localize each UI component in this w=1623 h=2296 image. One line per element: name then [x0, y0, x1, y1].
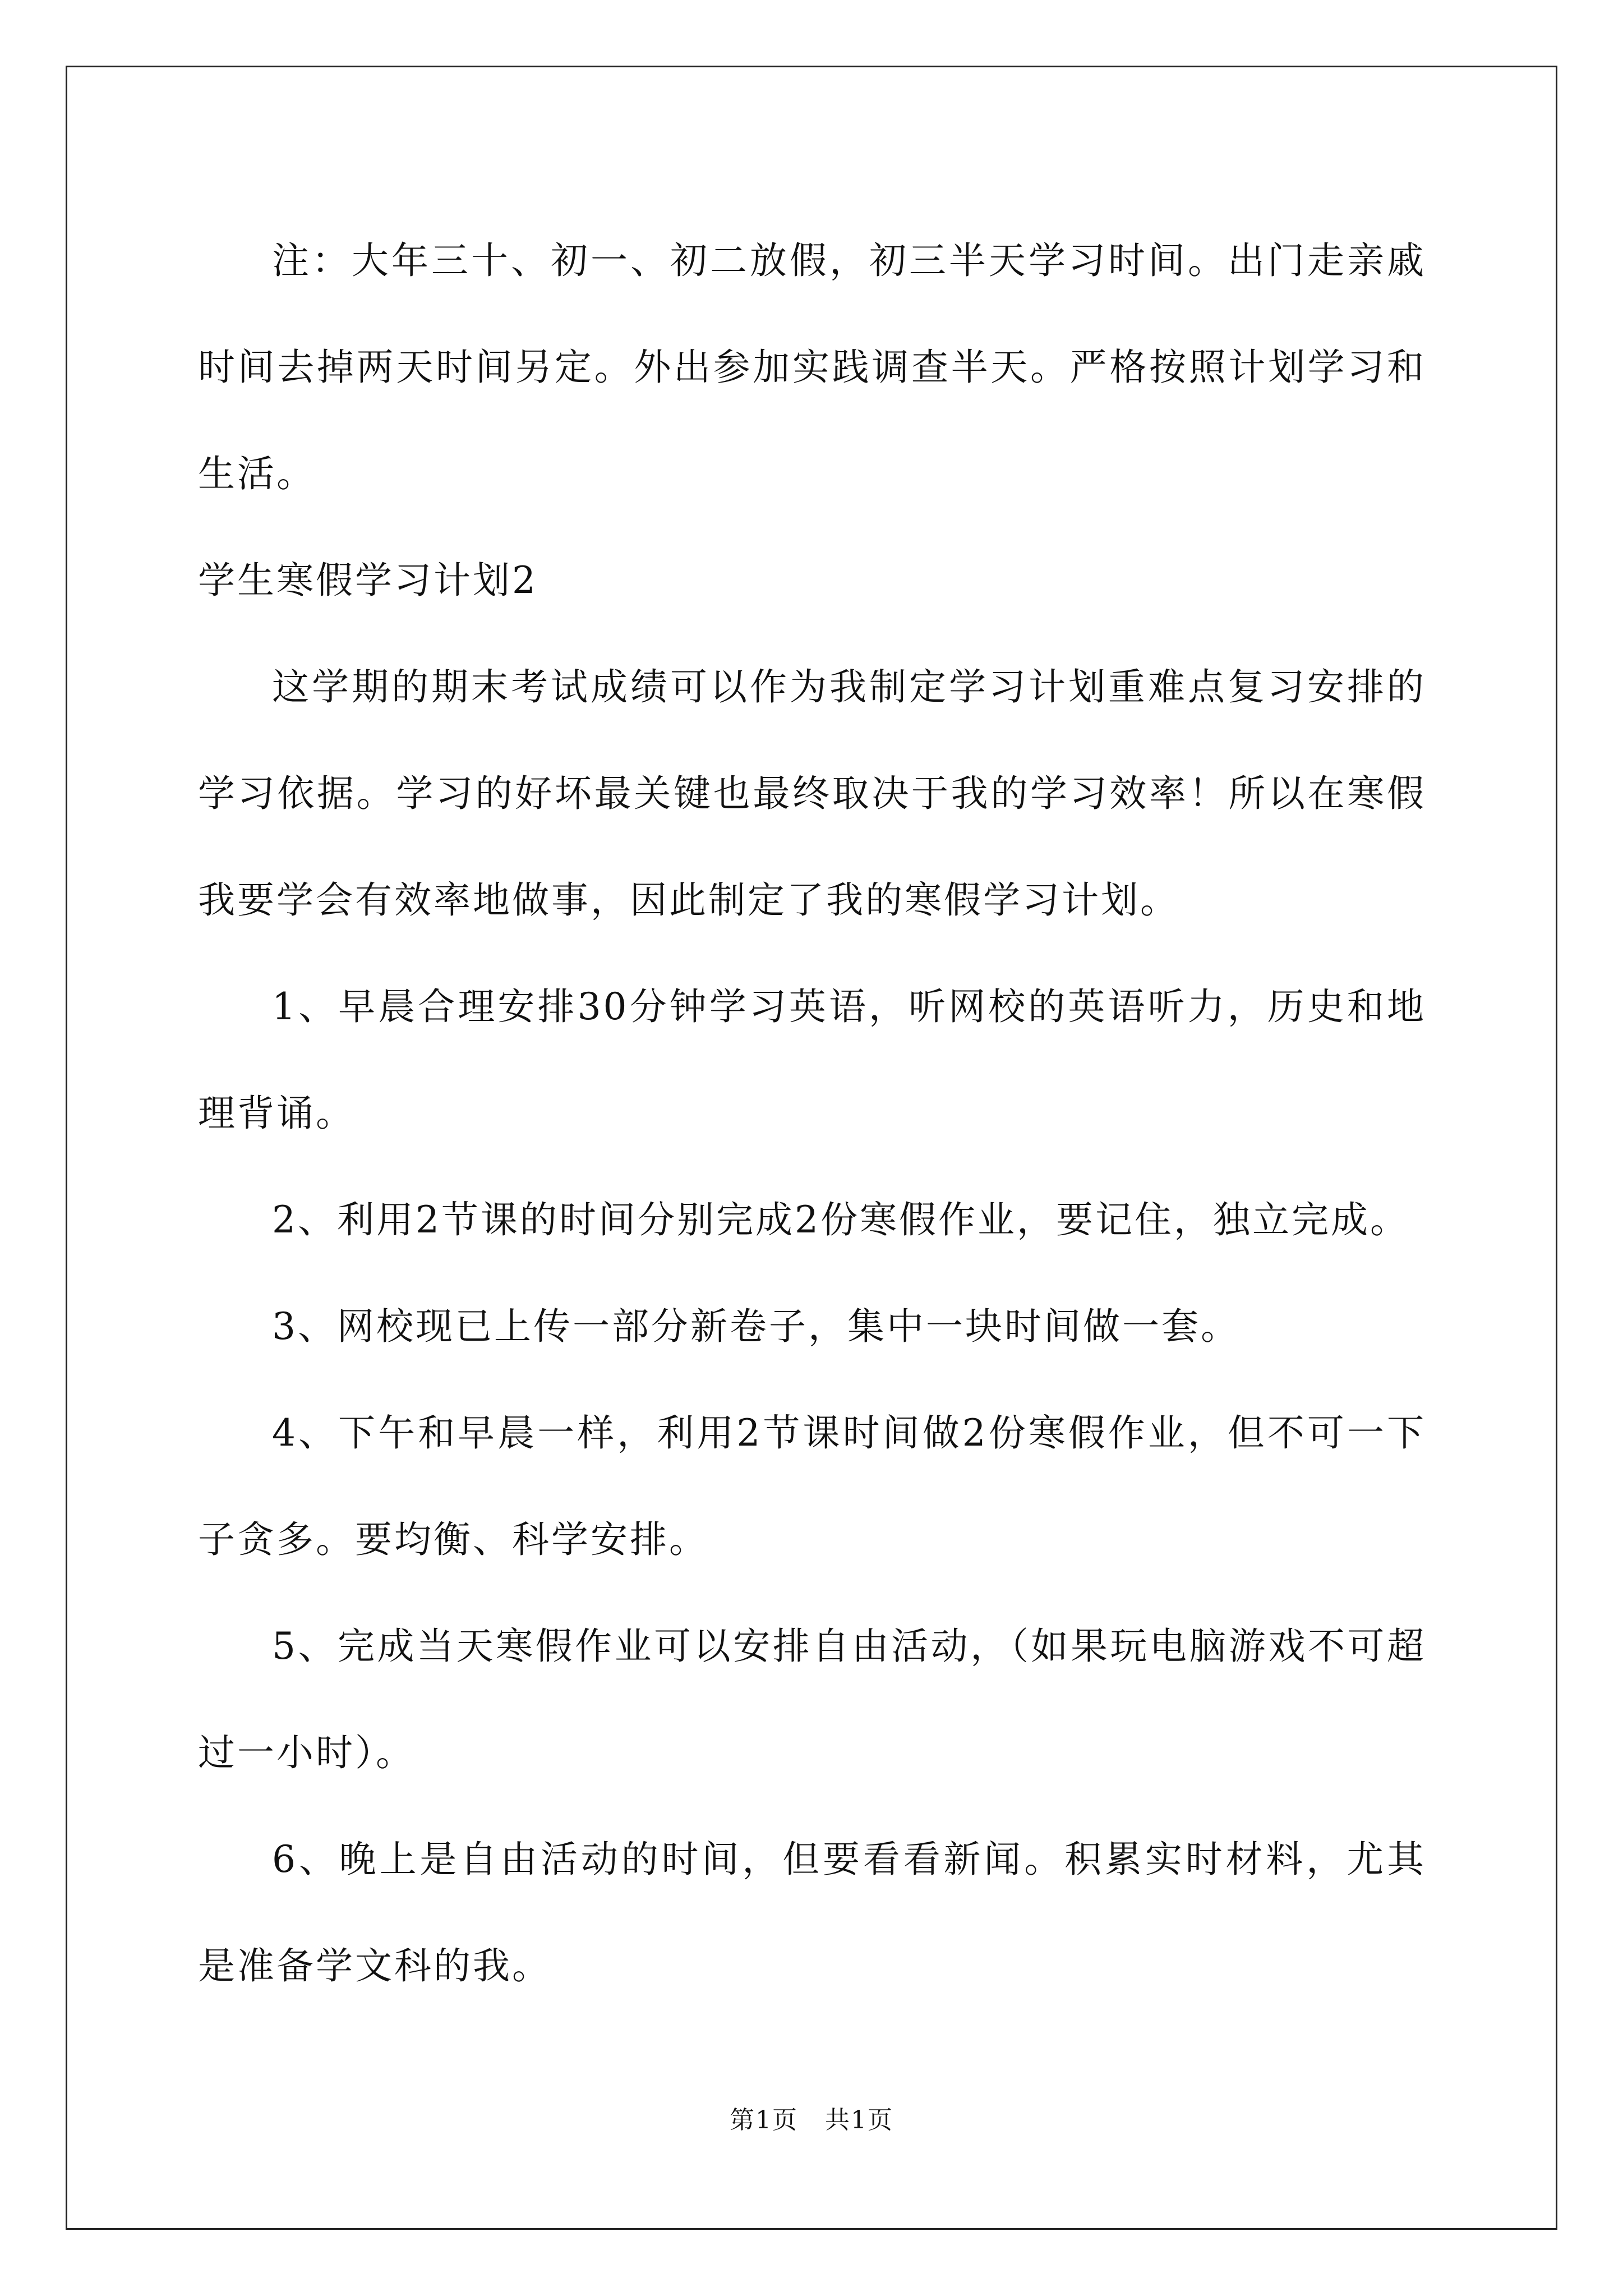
document-body [198, 208, 1426, 2019]
page-total: 共1页 [824, 2106, 893, 2134]
list-item-1: 1、早晨合理安排30分钟学习英语，听网校的英语听力，历史和地理背诵。 [198, 985, 1426, 1135]
intro-paragraph: 这学期的期末考试成绩可以作为我制定学习计划重难点复习安排的学习依据。学习的好坏最关键也最终取决于我的学习效率！所以在寒假我要学会有效率地做事，因此制定了我的寒假学习计划。 [198, 665, 1426, 922]
list-item-6: 6、晚上是自由活动的时间，但要看看新闻。积累实时材料，尤其是准备学文科的我。 [198, 1838, 1426, 1987]
page-number: 第1页 [730, 2106, 799, 2134]
page-footer [0, 2104, 1623, 2137]
list-item-5: 5、完成当天寒假作业可以安排自由活动，（如果玩电脑游戏不可超过一小时）。 [198, 1625, 1426, 1774]
list-item-2: 2、利用2节课的时间分别完成2份寒假作业，要记住，独立完成。 [272, 1198, 1409, 1241]
note-paragraph: 注：大年三十、初一、初二放假，初三半天学习时间。出门走亲戚时间去掉两天时间另定。外出参加实践调查半天。严格按照计划学习和生活。 [198, 239, 1426, 495]
list-item-4: 4、下午和早晨一样，利用2节课时间做2份寒假作业，但不可一下子贪多。要均衡、科学安排。 [198, 1411, 1426, 1561]
section-heading: 学生寒假学习计划2 [198, 559, 538, 602]
list-item-3: 3、网校现已上传一部分新卷子，集中一块时间做一套。 [272, 1305, 1240, 1348]
